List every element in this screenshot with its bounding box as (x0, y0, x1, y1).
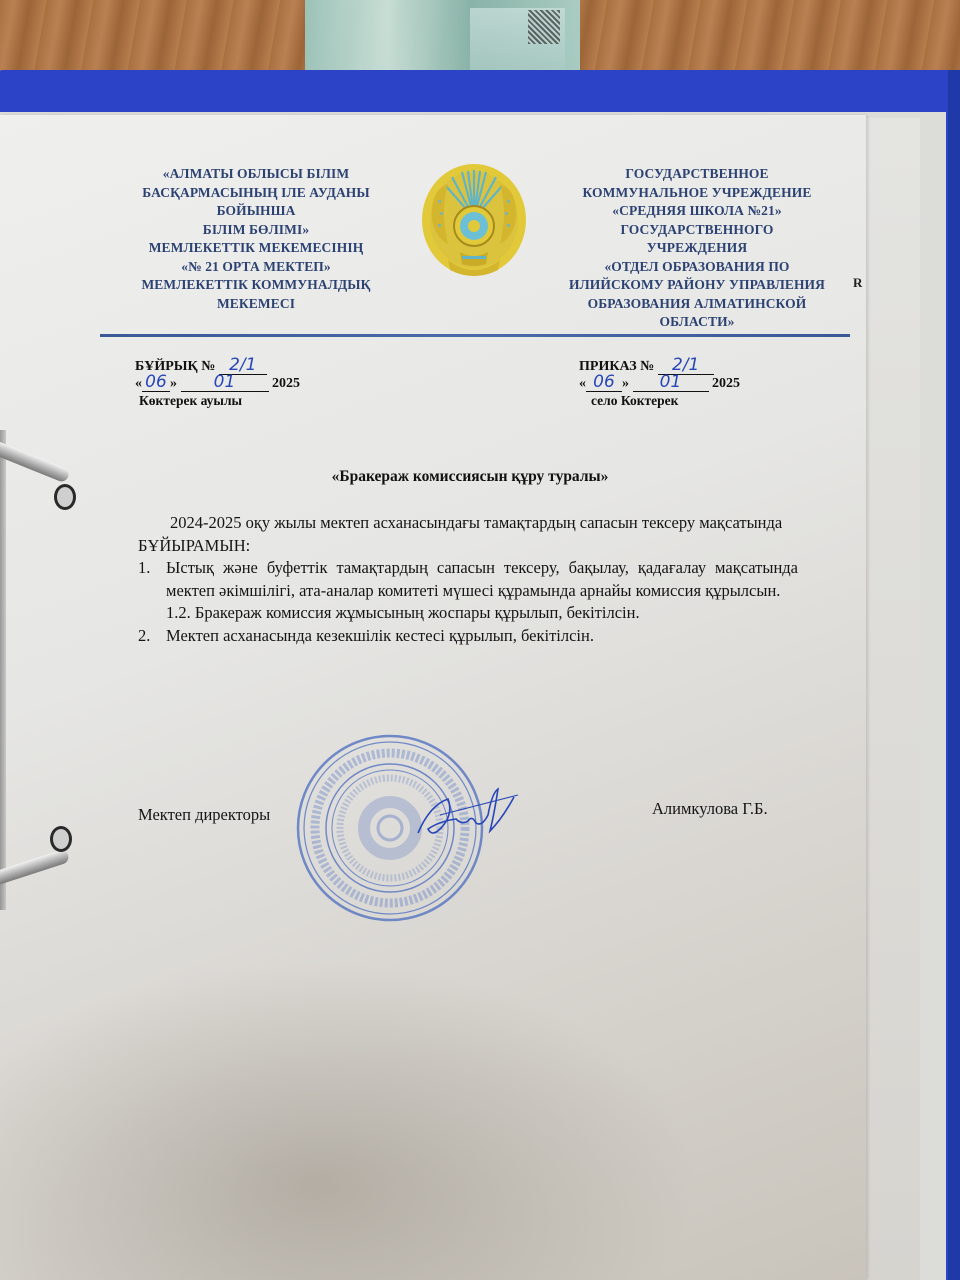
intro-paragraph: 2024-2025 оқу жылы мектеп асханасындағы тамақтардың сапасын тексеру мақсатында БҰЙЫРАМЫН: (138, 513, 783, 555)
handwritten-number: 2/1 (672, 355, 700, 375)
ring-hole-icon (50, 826, 72, 852)
bottle-qr-code (528, 10, 560, 44)
letterhead-line: «АЛМАТЫ ОБЛЫСЫ БІЛІМ (162, 166, 350, 181)
letterhead-line: «СРЕДНЯЯ ШКОЛА №21» (612, 203, 782, 218)
letterhead-line: ГОСУДАРСТВЕННОГО (620, 221, 774, 237)
letterhead-divider (100, 334, 850, 337)
state-emblem-icon (418, 160, 530, 280)
order-label: ПРИКАЗ № (579, 359, 655, 374)
ring-hole-icon (54, 484, 76, 510)
signer-role: Мектеп директоры (138, 805, 271, 824)
handwritten-signature (410, 785, 520, 845)
date-month-field (633, 372, 709, 392)
handwritten-month: 01 (659, 372, 682, 392)
letterhead-russian (538, 165, 856, 332)
binder-spine (0, 430, 6, 910)
letterhead-line: БАСҚАРМАСЫНЫҢ ІЛЕ АУДАНЫ (142, 184, 370, 200)
letterhead-line: ГОСУДАРСТВЕННОЕ (625, 166, 769, 181)
item-number: 1. (138, 558, 151, 577)
page-shadow (0, 960, 700, 1280)
handwritten-month: 01 (213, 372, 236, 392)
item-number: 2. (138, 625, 151, 645)
letterhead-line: УЧРЕЖДЕНИЯ (646, 240, 748, 255)
letterhead-kazakh (108, 165, 404, 313)
list-item (138, 602, 798, 625)
list-item (138, 557, 798, 602)
letterhead-line: БОЙЫНША (216, 203, 296, 218)
order-date-row: « 06 » 01 2025 (135, 372, 300, 392)
list-item (138, 625, 798, 648)
order-label: БҰЙРЫҚ № (135, 359, 216, 374)
letterhead-line: «ОТДЕЛ ОБРАЗОВАНИЯ ПО (604, 258, 790, 274)
letterhead-line: МЕКЕМЕСІ (216, 295, 296, 311)
date-day-field (142, 372, 170, 392)
bleed-through-text: Я (853, 275, 863, 290)
letterhead-line: «№ 21 ОРТА МЕКТЕП» (181, 258, 331, 274)
handwritten-number: 2/1 (229, 355, 257, 375)
order-place: село Коктерек (591, 393, 679, 408)
date-day-field (586, 372, 622, 392)
order-place: Көктерек ауылы (139, 393, 243, 408)
date-year: 2025 (272, 376, 300, 391)
order-date-row: « 06 » 01 2025 (579, 372, 740, 392)
letterhead-line: КОММУНАЛЬНОЕ УЧРЕЖДЕНИЕ (582, 184, 812, 200)
item-text: Мектеп асханасында кезекшілік кестесі құрылып, бекітілсін. (166, 625, 594, 645)
binder-edge (948, 70, 960, 1280)
order-items (138, 557, 798, 647)
item-text: Ыстық және буфеттік тамақтардың сапасын тексеру, бақылау, қадағалау мақсатында мектеп әкімшілігі, ата-аналар комитеті мүшесі құрамында арнайы комиссия құрылсын. (166, 558, 798, 600)
letterhead-line: ИЛИЙСКОМУ РАЙОНУ УПРАВЛЕНИЯ (568, 277, 826, 292)
letterhead-line: МЕМЛЕКЕТТІК МЕКЕМЕСІНІҢ (148, 240, 364, 255)
document-body (138, 512, 798, 647)
handwritten-day: 06 (593, 372, 615, 392)
item-text: 1.2. Бракераж комиссия жұмысының жоспары құрылып, бекітілсін. (166, 603, 640, 622)
letterhead-line: ОБЛАСТИ» (659, 314, 735, 329)
signer-name: Алимкулова Г.Б. (652, 799, 768, 818)
order-block-kazakh (135, 355, 300, 409)
document-title: «Бракераж комиссиясын құру туралы» (331, 468, 609, 485)
handwritten-day: 06 (145, 372, 167, 392)
letterhead-line: ОБРАЗОВАНИЯ АЛМАТИНСКОЙ (587, 295, 807, 311)
order-block-russian (579, 355, 740, 409)
letterhead-line: МЕМЛЕКЕТТІК КОММУНАЛДЫҚ (141, 277, 371, 292)
letterhead-line: БІЛІМ БӨЛІМІ» (202, 221, 310, 237)
date-year: 2025 (712, 376, 740, 391)
